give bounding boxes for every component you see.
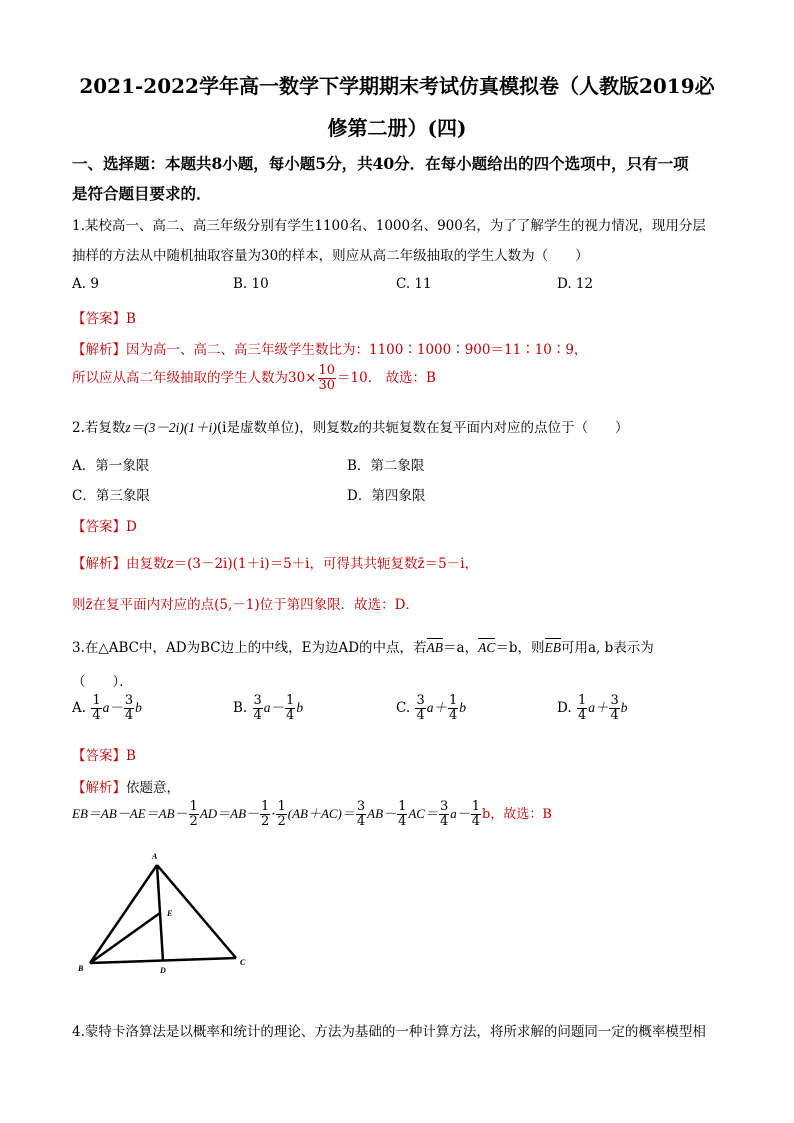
- fraction-numerator: 1: [189, 799, 198, 814]
- analysis-expr: EB＝AB－AE＝AB－: [72, 806, 188, 821]
- fraction: [439, 800, 449, 829]
- analysis-text: 所以应从高二年级抽取的学生人数为30×: [72, 370, 317, 386]
- fraction-numerator: 3: [439, 799, 449, 814]
- q3-pre: 3.在△ABC中，AD为BC边上的中线，E为边AD的中点，若: [72, 640, 427, 656]
- option-operator: a－: [263, 700, 285, 715]
- q2-option-a: A．第一象限: [72, 458, 150, 474]
- answer-value: D: [126, 519, 137, 535]
- analysis-expr: a－: [450, 806, 470, 821]
- fraction: [285, 694, 295, 723]
- q2-answer: [72, 515, 137, 535]
- fraction: [415, 694, 425, 723]
- fraction-denominator: 4: [286, 708, 295, 723]
- q2-analysis-line2: 则z̄在复平面内对应的点(5,－1)位于第四象限．故选：D．: [72, 597, 419, 613]
- triangle-figure: [70, 845, 270, 980]
- option-tail: b: [620, 700, 628, 715]
- q3-text-line1: [72, 636, 654, 656]
- option-tail: b: [459, 700, 466, 715]
- vector-ac: AC: [478, 640, 496, 655]
- q2-mid: (i是虚数单位)，则复数: [216, 420, 354, 436]
- fraction-denominator: 2: [277, 814, 286, 829]
- q3-option-d: [557, 694, 628, 723]
- analysis-expr: AB－: [367, 806, 397, 821]
- fraction-denominator: 4: [416, 708, 425, 723]
- option-label: A.: [72, 700, 87, 716]
- label-b: B: [78, 964, 84, 973]
- fraction: [397, 800, 407, 829]
- fraction-denominator: 4: [448, 708, 458, 723]
- q3-eq1: ＝a，: [443, 640, 479, 656]
- analysis-expr: b，故选：B: [482, 807, 552, 822]
- label-c: C: [240, 958, 246, 967]
- q1-answer: [72, 307, 136, 327]
- analysis-tag: 【解析】: [72, 780, 126, 796]
- fraction-denominator: 4: [610, 708, 619, 723]
- option-tail: b: [296, 700, 304, 715]
- option-label: C.: [396, 700, 411, 716]
- fraction-denominator: 2: [189, 814, 198, 829]
- fraction-numerator: 3: [253, 693, 262, 708]
- edge-ab: [90, 865, 157, 963]
- q1-analysis-line1: [72, 338, 587, 358]
- label-e: E: [167, 909, 173, 918]
- fraction: [260, 800, 270, 829]
- fraction-numerator: 1: [471, 799, 481, 814]
- fraction: [577, 694, 587, 723]
- label-a: A: [152, 852, 158, 861]
- fraction: [124, 694, 134, 723]
- fraction-numerator: 3: [356, 799, 366, 814]
- fraction: [448, 694, 458, 723]
- fraction: [471, 800, 481, 829]
- q1-option-b: B. 10: [233, 276, 269, 292]
- q3-option-b: [233, 694, 303, 723]
- fraction-numerator: 3: [124, 693, 134, 708]
- q2-expr: z＝(3－2i)(1＋i): [125, 420, 217, 435]
- q3-option-c: [396, 694, 466, 723]
- fraction-numerator: 3: [610, 693, 619, 708]
- fraction: [609, 694, 619, 723]
- option-operator: a－: [102, 700, 123, 715]
- fraction: [91, 694, 101, 723]
- section-header-line2: 是符合题目要求的．: [72, 184, 212, 203]
- answer-value: B: [126, 748, 136, 764]
- fraction-numerator: 3: [416, 693, 425, 708]
- segment-eb: [90, 913, 160, 963]
- fraction-denominator: 4: [124, 708, 134, 723]
- analysis-expr: AD＝AB－: [199, 806, 260, 821]
- exam-title-line1: 2021-2022学年高一数学下学期期末考试仿真模拟卷（人教版2019必: [79, 74, 715, 98]
- option-label: D.: [557, 700, 572, 716]
- analysis-expr: ·: [271, 807, 276, 822]
- option-operator: a＋: [588, 700, 609, 715]
- answer-tag: 【答案】: [72, 311, 126, 327]
- q2-post: 的共轭复数在复平面内对应的点位于（ ）: [358, 420, 629, 436]
- fraction-denominator: 2: [261, 814, 270, 829]
- q2-pre: 2.若复数: [72, 420, 126, 436]
- answer-tag: 【答案】: [72, 519, 126, 535]
- fraction: [356, 800, 366, 829]
- option-operator: a＋: [426, 700, 447, 715]
- fraction-numerator: 1: [261, 799, 270, 814]
- fraction: [318, 364, 337, 393]
- q3-post: 可用a, b表示为: [561, 640, 654, 656]
- fraction-numerator: 1: [92, 693, 101, 708]
- q1-text-line2: 抽样的方法从中随机抽取容量为30的样本，则应从高二年级抽取的学生人数为（ ）: [72, 248, 589, 264]
- analysis-text: 因为高一、高二、高三年级学生数比为：1100∶1000∶900＝11∶10∶9，: [126, 342, 588, 358]
- vector-ab: AB: [426, 640, 444, 655]
- fraction-denominator: 4: [471, 814, 481, 829]
- fraction-denominator: 4: [439, 814, 449, 829]
- fraction-denominator: 4: [398, 814, 407, 829]
- fraction-denominator: 4: [253, 708, 262, 723]
- q2-option-d: D．第四象限: [347, 488, 426, 504]
- label-d: D: [160, 966, 166, 975]
- section-header-line1: 一、选择题：本题共8小题，每小题5分，共40分．在每小题给出的四个选项中，只有一项: [72, 154, 689, 173]
- option-label: B.: [233, 700, 248, 716]
- analysis-text: 依题意，: [126, 780, 180, 796]
- q1-analysis-line2: [72, 364, 436, 393]
- q3-answer: [72, 744, 136, 764]
- answer-value: B: [126, 311, 136, 327]
- q1-option-d: D. 12: [557, 276, 594, 292]
- q2-analysis-line1: [72, 552, 478, 572]
- q3-option-a: [72, 694, 142, 723]
- analysis-text: 由复数z＝(3－2i)(1＋i)＝5＋i，可得其共轭复数z̄＝5－i，: [126, 556, 479, 572]
- option-tail: b: [135, 700, 142, 715]
- fraction-numerator: 1: [577, 693, 587, 708]
- q3-analysis-line2: [72, 800, 552, 829]
- q1-text-line1: 1.某校高一、高二、高三年级分别有学生1100名、1000名、900名，为了了解学生的视力情况，现用分层: [72, 218, 706, 234]
- fraction-denominator: 4: [577, 708, 587, 723]
- fraction-numerator: 1: [398, 799, 407, 814]
- q3-analysis-line1: [72, 776, 180, 796]
- q3-eq2: ＝b，则: [495, 640, 545, 656]
- fraction: [253, 694, 263, 723]
- fraction-numerator: 1: [286, 693, 295, 708]
- q1-option-c: C. 11: [396, 276, 432, 292]
- fraction-numerator: 1: [448, 693, 458, 708]
- q3-text-line2: （ ）．: [72, 674, 133, 690]
- q4-text-line1: 4.蒙特卡洛算法是以概率和统计的理论、方法为基础的一种计算方法，将所求解的问题同一定的概率模型相: [72, 1024, 706, 1040]
- fraction-numerator: 10: [318, 363, 336, 378]
- fraction-numerator: 1: [277, 799, 286, 814]
- q2-option-c: C．第三象限: [72, 488, 150, 504]
- exam-title-line2: 修第二册）(四): [327, 116, 467, 140]
- q1-option-a: A. 9: [72, 276, 99, 292]
- analysis-expr: AC＝: [408, 806, 438, 821]
- analysis-tag: 【解析】: [72, 342, 126, 358]
- q2-option-b: B．第二象限: [347, 458, 425, 474]
- fraction: [276, 800, 286, 829]
- fraction-denominator: 4: [356, 814, 366, 829]
- analysis-expr: (AB＋AC)＝: [287, 806, 355, 821]
- q2-text: [72, 416, 629, 436]
- fraction-denominator: 30: [318, 378, 336, 393]
- fraction: [189, 800, 199, 829]
- analysis-text: ＝10． 故选：B: [337, 370, 436, 386]
- fraction-denominator: 4: [92, 708, 101, 723]
- analysis-tag: 【解析】: [72, 556, 126, 572]
- answer-tag: 【答案】: [72, 748, 126, 764]
- vector-eb: EB: [544, 640, 561, 655]
- q2-z: z: [353, 420, 359, 435]
